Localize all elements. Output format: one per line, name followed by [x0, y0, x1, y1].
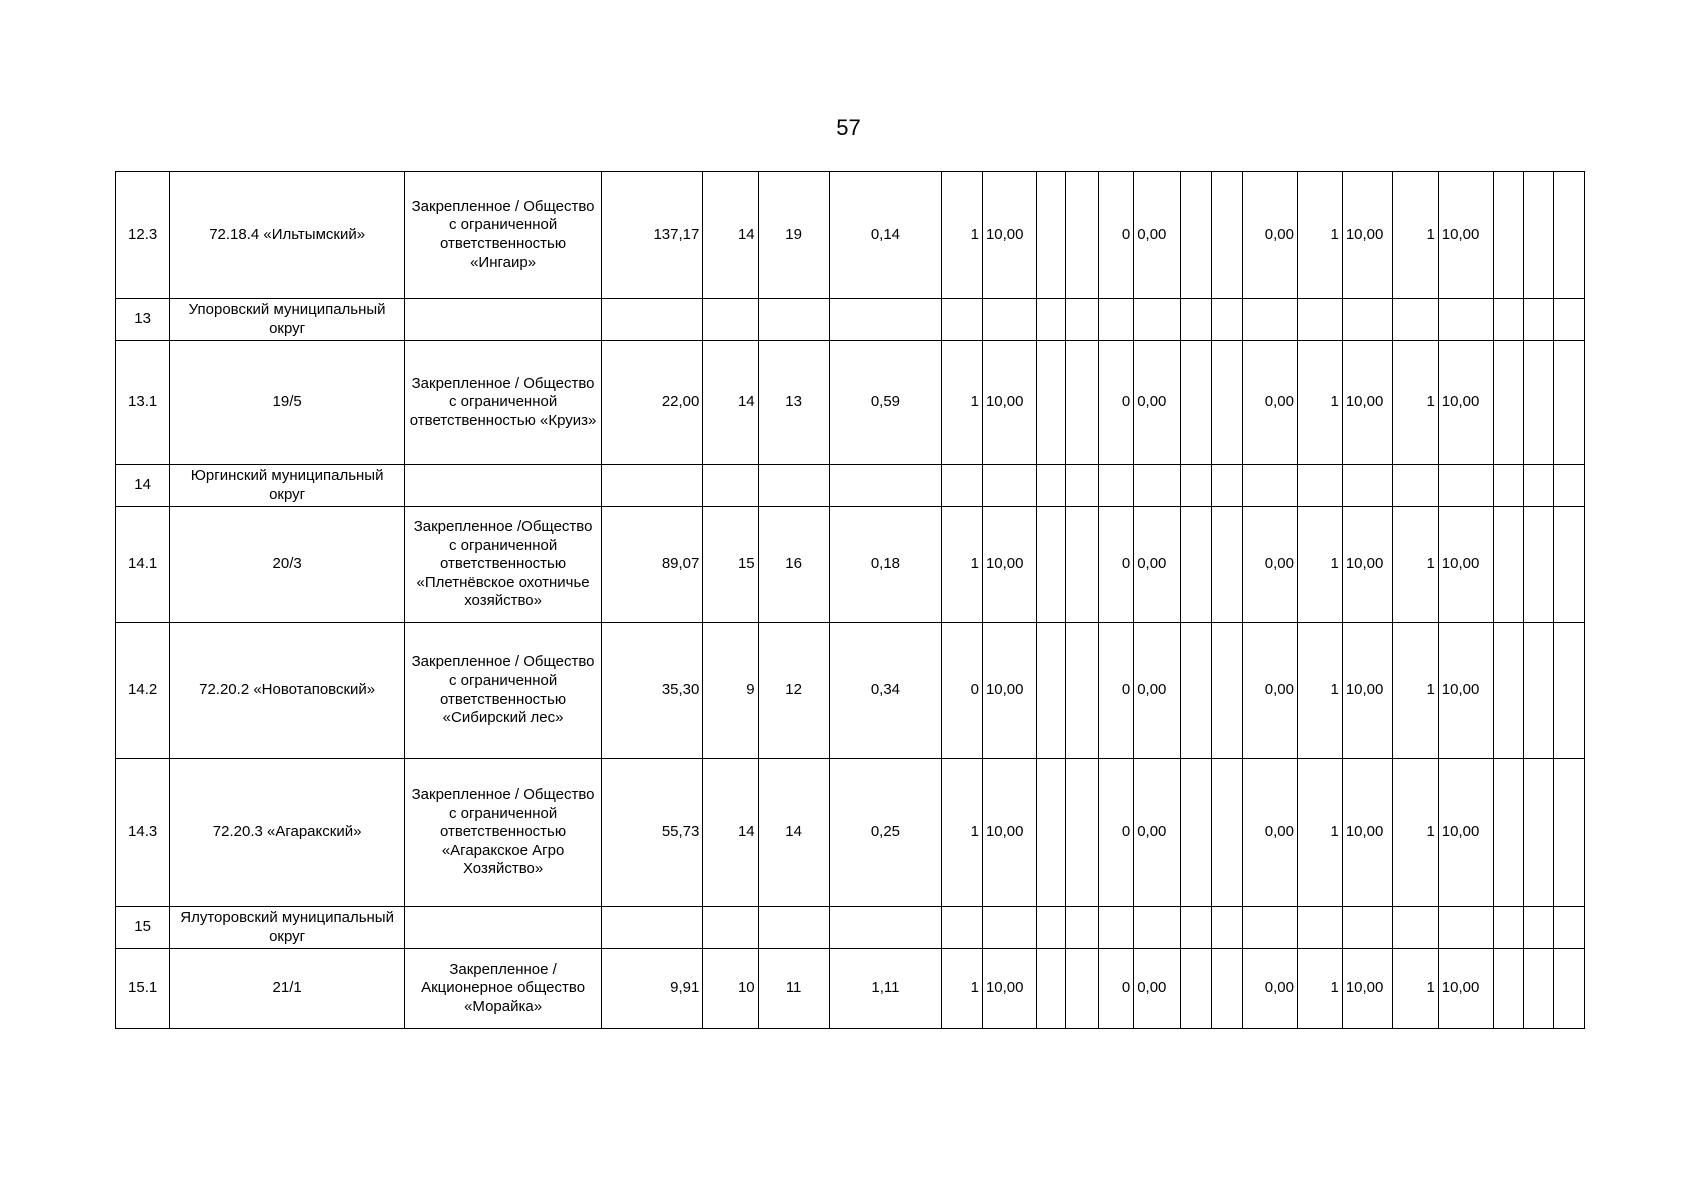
table-cell-c15 [1212, 623, 1242, 759]
table-cell-num: 14.3 [116, 759, 170, 907]
table-cell-c20: 10,00 [1438, 341, 1493, 465]
table-cell-owner: Закрепленное / Акционерное общество «Морайка» [404, 949, 601, 1029]
table-cell-c16 [1242, 907, 1297, 949]
table-row [116, 949, 1585, 1029]
table-cell-num: 12.3 [116, 172, 170, 299]
table-cell-c12: 0 [1098, 341, 1133, 465]
table-row [116, 465, 1585, 507]
table-cell-c22 [1524, 949, 1553, 1029]
table-cell-c4: 22,00 [602, 341, 703, 465]
table-cell-c12 [1098, 907, 1133, 949]
table-cell-c9: 10,00 [982, 341, 1036, 465]
table-cell-c16 [1242, 299, 1297, 341]
table-cell-c22 [1524, 341, 1553, 465]
table-cell-c6: 12 [758, 623, 829, 759]
table-cell-c20: 10,00 [1438, 623, 1493, 759]
table-cell-c15 [1212, 907, 1242, 949]
table-cell-c13: 0,00 [1134, 759, 1181, 907]
table-cell-c17: 1 [1297, 172, 1342, 299]
table-cell-num: 14.2 [116, 623, 170, 759]
table-cell-c23 [1553, 759, 1584, 907]
table-cell-num: 15.1 [116, 949, 170, 1029]
table-cell-name: 72.20.3 «Агаракский» [170, 759, 405, 907]
table-cell-owner: Закрепленное / Общество с ограниченной ответственностью «Круиз» [404, 341, 601, 465]
table-cell-c18: 10,00 [1342, 341, 1392, 465]
table-row [116, 759, 1585, 907]
table-cell-c23 [1553, 623, 1584, 759]
table-cell-c17 [1297, 465, 1342, 507]
table-cell-c14 [1181, 623, 1212, 759]
table-cell-owner [404, 299, 601, 341]
table-cell-c8 [942, 465, 983, 507]
table-cell-c9: 10,00 [982, 949, 1036, 1029]
table-cell-c16: 0,00 [1242, 759, 1297, 907]
table-cell-c23 [1553, 465, 1584, 507]
table-cell-c9 [982, 465, 1036, 507]
table-cell-c17: 1 [1297, 759, 1342, 907]
table-cell-c7: 0,25 [829, 759, 942, 907]
table-cell-owner: Закрепленное / Общество с ограниченной ответственностью «Агаракское Агро Хозяйство» [404, 759, 601, 907]
table-cell-c21 [1494, 172, 1524, 299]
table-cell-c8: 1 [942, 507, 983, 623]
table-cell-c13: 0,00 [1134, 172, 1181, 299]
table-cell-c21 [1494, 759, 1524, 907]
table-cell-c18 [1342, 907, 1392, 949]
table-cell-c11 [1066, 299, 1098, 341]
table-cell-c14 [1181, 341, 1212, 465]
hunting-grounds-table [115, 171, 1585, 1029]
table-cell-name: Ялуторовский муниципальный округ [170, 907, 405, 949]
table-cell-c6: 16 [758, 507, 829, 623]
table-cell-c9 [982, 907, 1036, 949]
table-cell-c7: 0,34 [829, 623, 942, 759]
table-cell-c5: 10 [703, 949, 758, 1029]
table-cell-c6 [758, 907, 829, 949]
table-cell-c11 [1066, 907, 1098, 949]
table-cell-c23 [1553, 949, 1584, 1029]
table-cell-c18: 10,00 [1342, 949, 1392, 1029]
table-cell-c6: 13 [758, 341, 829, 465]
table-row [116, 507, 1585, 623]
table-cell-c12 [1098, 299, 1133, 341]
table-cell-c11 [1066, 341, 1098, 465]
table-cell-c15 [1212, 341, 1242, 465]
table-cell-c7 [829, 907, 942, 949]
table-cell-c8: 1 [942, 341, 983, 465]
table-cell-c9: 10,00 [982, 507, 1036, 623]
table-cell-c18 [1342, 299, 1392, 341]
table-cell-c12: 0 [1098, 949, 1133, 1029]
table-cell-c13 [1134, 465, 1181, 507]
table-cell-c8 [942, 299, 983, 341]
table-cell-c10 [1037, 759, 1066, 907]
table-cell-c17: 1 [1297, 623, 1342, 759]
table-cell-c5: 14 [703, 172, 758, 299]
table-cell-name: 72.20.2 «Новотаповский» [170, 623, 405, 759]
table-cell-c11 [1066, 507, 1098, 623]
table-cell-c5: 9 [703, 623, 758, 759]
table-cell-c11 [1066, 465, 1098, 507]
table-cell-c9 [982, 299, 1036, 341]
table-cell-c14 [1181, 949, 1212, 1029]
table-cell-num: 13 [116, 299, 170, 341]
table-cell-c19 [1392, 465, 1438, 507]
table-cell-c12: 0 [1098, 507, 1133, 623]
table-row [116, 623, 1585, 759]
table-cell-c15 [1212, 759, 1242, 907]
table-cell-c5: 14 [703, 341, 758, 465]
table-cell-c7: 0,59 [829, 341, 942, 465]
table-cell-c18 [1342, 465, 1392, 507]
table-cell-c11 [1066, 172, 1098, 299]
table-row [116, 341, 1585, 465]
table-cell-c20: 10,00 [1438, 759, 1493, 907]
table-cell-c16: 0,00 [1242, 341, 1297, 465]
table-cell-owner: Закрепленное /Общество с ограниченной ответственностью «Плетнёвское охотничье хозяйство» [404, 507, 601, 623]
table-cell-c21 [1494, 507, 1524, 623]
table-cell-c4: 55,73 [602, 759, 703, 907]
table-cell-c15 [1212, 299, 1242, 341]
table-cell-c21 [1494, 949, 1524, 1029]
table-cell-c19: 1 [1392, 341, 1438, 465]
table-cell-c14 [1181, 465, 1212, 507]
table-cell-c23 [1553, 341, 1584, 465]
table-cell-c10 [1037, 907, 1066, 949]
table-cell-c16: 0,00 [1242, 949, 1297, 1029]
table-cell-c23 [1553, 507, 1584, 623]
table-cell-c19: 1 [1392, 623, 1438, 759]
table-cell-c22 [1524, 759, 1553, 907]
table-cell-c12: 0 [1098, 172, 1133, 299]
table-cell-c7: 0,18 [829, 507, 942, 623]
table-cell-c21 [1494, 465, 1524, 507]
table-cell-c10 [1037, 341, 1066, 465]
table-cell-c5 [703, 299, 758, 341]
table-cell-c18: 10,00 [1342, 759, 1392, 907]
table-cell-c19 [1392, 907, 1438, 949]
table-cell-name: Юргинский муниципальный округ [170, 465, 405, 507]
table-cell-c17: 1 [1297, 507, 1342, 623]
table-cell-c14 [1181, 299, 1212, 341]
table-cell-c8: 0 [942, 623, 983, 759]
table-cell-c16: 0,00 [1242, 172, 1297, 299]
table-cell-c22 [1524, 299, 1553, 341]
table-cell-c9: 10,00 [982, 759, 1036, 907]
table-cell-c14 [1181, 172, 1212, 299]
table-cell-c21 [1494, 623, 1524, 759]
table-cell-owner [404, 907, 601, 949]
table-cell-c10 [1037, 949, 1066, 1029]
table-cell-c4 [602, 465, 703, 507]
table-cell-c22 [1524, 507, 1553, 623]
table-cell-owner [404, 465, 601, 507]
table-cell-c21 [1494, 341, 1524, 465]
table-cell-c10 [1037, 465, 1066, 507]
table-cell-c4: 89,07 [602, 507, 703, 623]
table-cell-c8: 1 [942, 172, 983, 299]
table-cell-c22 [1524, 465, 1553, 507]
page-number: 57 [836, 115, 861, 140]
table-cell-c19: 1 [1392, 759, 1438, 907]
table-cell-c14 [1181, 507, 1212, 623]
table-cell-c20: 10,00 [1438, 949, 1493, 1029]
table-cell-c19: 1 [1392, 507, 1438, 623]
table-cell-c11 [1066, 623, 1098, 759]
table-cell-c10 [1037, 507, 1066, 623]
table-cell-name: 20/3 [170, 507, 405, 623]
table-cell-c7 [829, 465, 942, 507]
table-cell-num: 13.1 [116, 341, 170, 465]
table-cell-c16 [1242, 465, 1297, 507]
table-cell-c10 [1037, 172, 1066, 299]
table-cell-c16: 0,00 [1242, 507, 1297, 623]
table-cell-c16: 0,00 [1242, 623, 1297, 759]
table-cell-c6: 14 [758, 759, 829, 907]
table-cell-c15 [1212, 507, 1242, 623]
table-cell-c5: 14 [703, 759, 758, 907]
table-cell-c20 [1438, 465, 1493, 507]
table-cell-c13: 0,00 [1134, 949, 1181, 1029]
table-cell-c4 [602, 907, 703, 949]
table-cell-c21 [1494, 907, 1524, 949]
table-cell-c5 [703, 907, 758, 949]
table-cell-c12 [1098, 465, 1133, 507]
table-cell-c13: 0,00 [1134, 623, 1181, 759]
table-cell-c21 [1494, 299, 1524, 341]
table-cell-c22 [1524, 623, 1553, 759]
table-cell-c19 [1392, 299, 1438, 341]
table-cell-c11 [1066, 949, 1098, 1029]
table-row [116, 299, 1585, 341]
table-cell-c12: 0 [1098, 759, 1133, 907]
table-cell-c6: 19 [758, 172, 829, 299]
table-cell-c19: 1 [1392, 949, 1438, 1029]
table-cell-c14 [1181, 759, 1212, 907]
table-cell-c9: 10,00 [982, 623, 1036, 759]
table-cell-c20 [1438, 299, 1493, 341]
table-body [116, 172, 1585, 1029]
table-cell-owner: Закрепленное / Общество с ограниченной ответственностью «Сибирский лес» [404, 623, 601, 759]
table-cell-c11 [1066, 759, 1098, 907]
table-cell-c15 [1212, 465, 1242, 507]
table-cell-name: 21/1 [170, 949, 405, 1029]
table-cell-num: 14.1 [116, 507, 170, 623]
table-cell-name: 72.18.4 «Ильтымский» [170, 172, 405, 299]
table-cell-c12: 0 [1098, 623, 1133, 759]
table-cell-c8 [942, 907, 983, 949]
table-cell-c13 [1134, 299, 1181, 341]
table-cell-c10 [1037, 299, 1066, 341]
table-cell-owner: Закрепленное / Общество с ограниченной ответственностью «Ингаир» [404, 172, 601, 299]
table-cell-name: Упоровский муниципальный округ [170, 299, 405, 341]
table-row [116, 907, 1585, 949]
table-cell-c18: 10,00 [1342, 623, 1392, 759]
table-cell-c4: 137,17 [602, 172, 703, 299]
table-cell-c17: 1 [1297, 341, 1342, 465]
table-cell-c20: 10,00 [1438, 172, 1493, 299]
table-cell-c13: 0,00 [1134, 341, 1181, 465]
table-cell-c6: 11 [758, 949, 829, 1029]
table-cell-c18: 10,00 [1342, 172, 1392, 299]
table-cell-c8: 1 [942, 949, 983, 1029]
table-cell-c17: 1 [1297, 949, 1342, 1029]
table-cell-c7: 0,14 [829, 172, 942, 299]
table-cell-c4 [602, 299, 703, 341]
table-cell-c22 [1524, 172, 1553, 299]
table-cell-c20 [1438, 907, 1493, 949]
table-cell-c15 [1212, 172, 1242, 299]
table-cell-c23 [1553, 172, 1584, 299]
table-cell-c6 [758, 465, 829, 507]
table-cell-c14 [1181, 907, 1212, 949]
table-cell-c13 [1134, 907, 1181, 949]
table-cell-c15 [1212, 949, 1242, 1029]
table-cell-c19: 1 [1392, 172, 1438, 299]
table-cell-c10 [1037, 623, 1066, 759]
table-cell-c7: 1,11 [829, 949, 942, 1029]
table-row [116, 172, 1585, 299]
table-cell-c7 [829, 299, 942, 341]
table-cell-name: 19/5 [170, 341, 405, 465]
table-cell-c9: 10,00 [982, 172, 1036, 299]
table-cell-c5 [703, 465, 758, 507]
table-cell-c6 [758, 299, 829, 341]
table-cell-c17 [1297, 907, 1342, 949]
table-cell-c17 [1297, 299, 1342, 341]
table-cell-c4: 35,30 [602, 623, 703, 759]
table-cell-c22 [1524, 907, 1553, 949]
table-cell-c20: 10,00 [1438, 507, 1493, 623]
table-cell-num: 14 [116, 465, 170, 507]
table-cell-c23 [1553, 299, 1584, 341]
table-cell-c5: 15 [703, 507, 758, 623]
table-cell-num: 15 [116, 907, 170, 949]
table-cell-c8: 1 [942, 759, 983, 907]
table-cell-c18: 10,00 [1342, 507, 1392, 623]
table-cell-c4: 9,91 [602, 949, 703, 1029]
table-cell-c13: 0,00 [1134, 507, 1181, 623]
table-cell-c23 [1553, 907, 1584, 949]
